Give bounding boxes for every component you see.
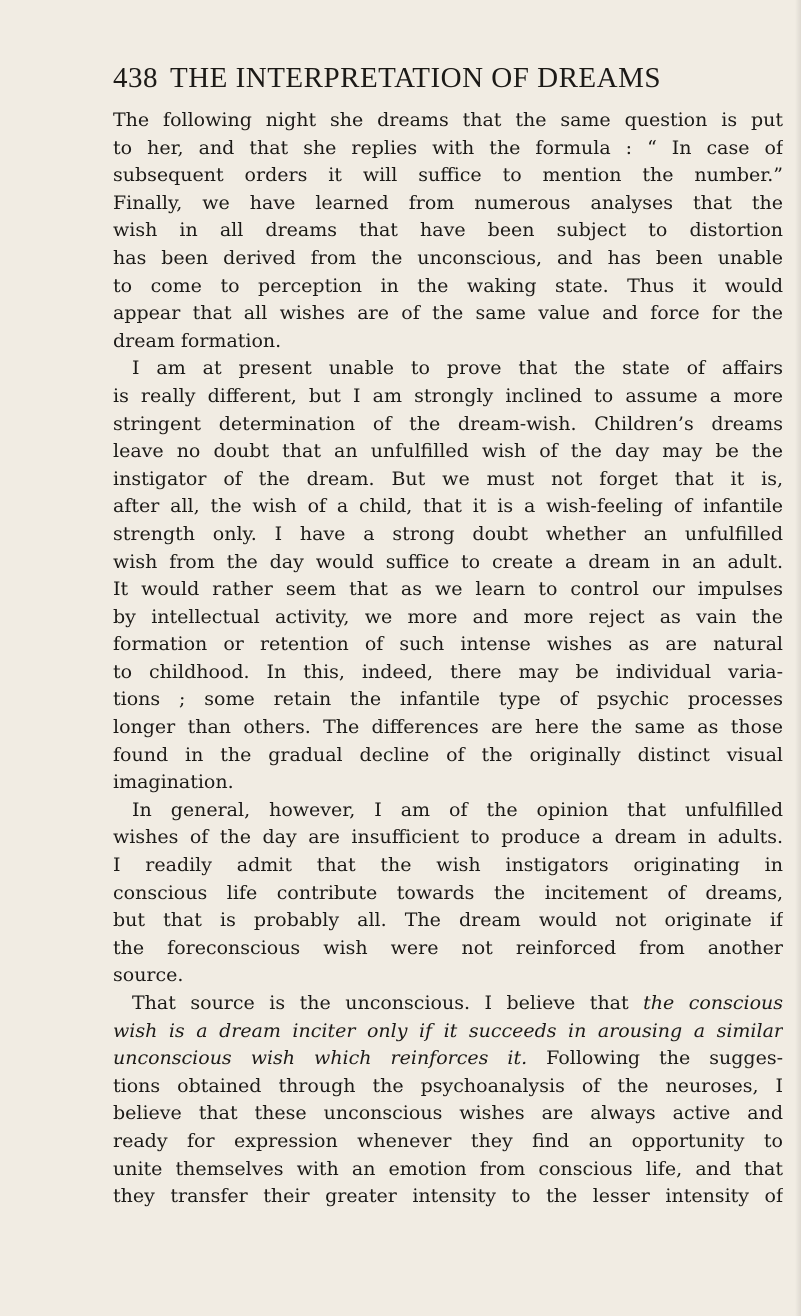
text-line: by intellectual activity, we more and more reject as vain the <box>113 605 783 628</box>
text-line: instigator of the dream. But we must not forget that it is, <box>113 467 783 490</box>
text-line: to her, and that she replies with the formula : “ In case of <box>113 136 783 159</box>
text-run: Following the sugges- <box>527 1047 783 1070</box>
text-line: The following night she dreams that the same question is put <box>113 109 783 131</box>
running-header <box>113 62 783 102</box>
text-line: strength only. I have a strong doubt whether an unfulfilled <box>113 522 783 545</box>
text-line: leave no doubt that an unfulfilled wish of the day may be the <box>113 440 783 463</box>
text-line: after all, the wish of a child, that it is a wish-feeling of infantile <box>113 495 783 518</box>
text-line <box>113 1045 783 1073</box>
text-line: found in the gradual decline of the originally distinct visual <box>113 743 783 766</box>
page-number: 438 <box>113 62 158 94</box>
text-line: dream formation. <box>113 329 282 352</box>
text-line: to come to perception in the waking state. Thus it would <box>113 274 783 297</box>
text-line: It would rather seem that as we learn to control our impulses <box>113 578 783 601</box>
text-line: formation or retention of such intense wishes as are natural <box>113 633 783 656</box>
text-line: conscious life contribute towards the incitement of dreams, <box>113 881 783 904</box>
text-line: wish in all dreams that have been subject to distortion <box>113 219 783 242</box>
italic-run: wish is a dream inciter only if it succeeds in arousing a similar <box>113 1019 783 1042</box>
text-line <box>113 1018 783 1046</box>
text-line: appear that all wishes are of the same value and force for the <box>113 302 783 325</box>
text-line: believe that these unconscious wishes are always active and <box>113 1102 783 1125</box>
text-line: the foreconscious wish were not reinforced from another <box>113 936 783 959</box>
text-line: has been derived from the unconscious, and has been unable <box>113 246 783 269</box>
text-line: wish from the day would suffice to create a dream in an adult. <box>113 550 783 573</box>
text-line: I am at present unable to prove that the state of affairs <box>132 357 783 380</box>
text-line: subsequent orders it will suffice to mention the number.” <box>113 164 783 187</box>
text-line: ready for expression whenever they find an opportunity to <box>113 1129 783 1152</box>
text-line: stringent determination of the dream-wish. Children’s dreams <box>113 412 783 435</box>
italic-run: the conscious <box>643 992 783 1014</box>
text-line: longer than others. The differences are here the same as those <box>113 716 783 739</box>
italic-run: unconscious wish which reinforces it. <box>113 1047 528 1070</box>
text-line: is really different, but I am strongly inclined to assume a more <box>113 384 783 407</box>
text-line: I readily admit that the wish instigators originating in <box>113 854 783 877</box>
text-run: That source is the unconscious. I believe that <box>132 992 644 1014</box>
text-line: tions ; some retain the infantile type of psychic processes <box>113 688 783 711</box>
text-line: to childhood. In this, indeed, there may be individual varia- <box>113 660 783 683</box>
text-line: Finally, we have learned from numerous analyses that the <box>113 191 783 214</box>
text-line: unite themselves with an emotion from conscious life, and that <box>113 1157 783 1180</box>
text-line: they transfer their greater intensity to the lesser intensity of <box>113 1185 783 1208</box>
running-title: THE INTERPRETATION OF DREAMS <box>170 62 661 94</box>
page-edge-shadow <box>795 0 801 1316</box>
text-line: In general, however, I am of the opinion that unfulfilled <box>132 798 783 821</box>
text-line <box>113 990 783 1018</box>
text-line: but that is probably all. The dream would not originate if <box>113 909 783 932</box>
text-line: source. <box>113 964 184 987</box>
text-line: imagination. <box>113 771 234 794</box>
body-text <box>113 107 783 1211</box>
text-line: tions obtained through the psychoanalysis of the neuroses, I <box>113 1074 783 1097</box>
text-line: wishes of the day are insufficient to produce a dream in adults. <box>113 826 783 849</box>
